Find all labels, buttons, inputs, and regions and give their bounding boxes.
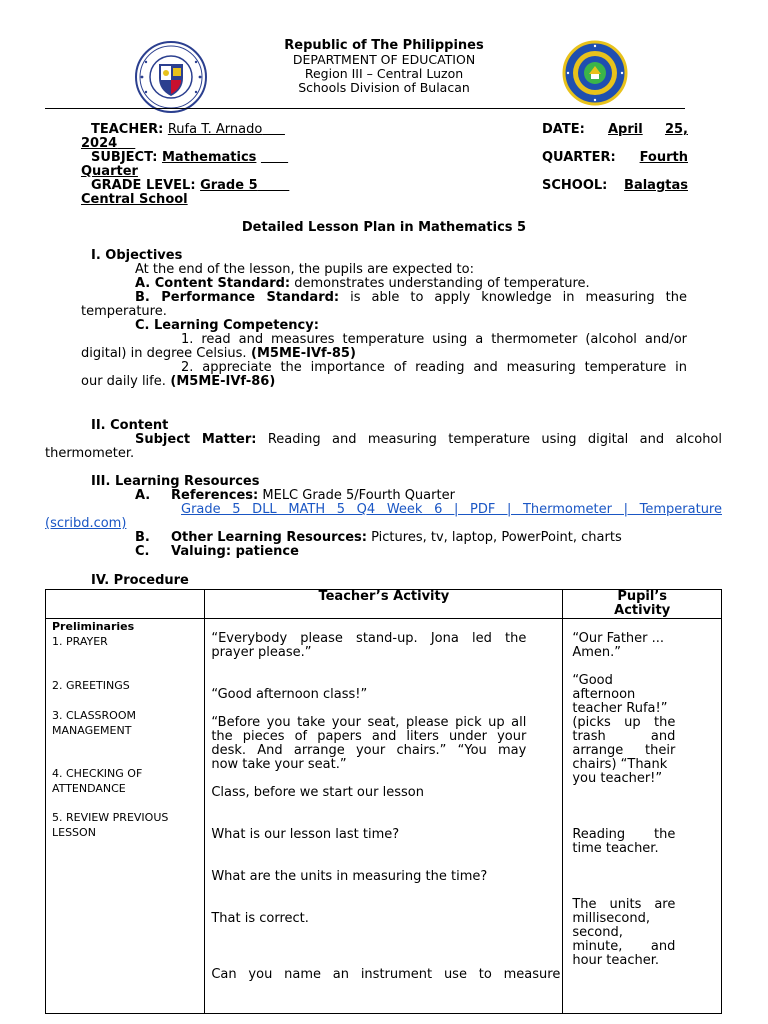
- pupil-line: minute, and: [572, 939, 676, 954]
- date-field: [542, 123, 688, 137]
- grade-value-cont: Central School: [81, 192, 188, 207]
- objectives-intro: At the end of the lesson, the pupils are expected to:: [135, 262, 474, 277]
- header-republic: Republic of The Philippines: [284, 38, 484, 53]
- pupil-line: millisecond,: [572, 911, 650, 926]
- valuing: C. Valuing: patience: [135, 544, 299, 559]
- header-division: Schools Division of Bulacan: [298, 80, 470, 95]
- pupil-line: afternoon: [572, 687, 636, 702]
- pupil-line: “Our Father ...: [572, 631, 665, 646]
- subject-value-cont: Quarter: [81, 164, 138, 179]
- competency-1: 1. read and measures temperature using a thermometer (alcohol and/or: [181, 332, 687, 347]
- step-review: 5. REVIEW PREVIOUS: [52, 811, 169, 824]
- teacher-line: That is correct.: [211, 911, 309, 926]
- grade-label: GRADE LEVEL:: [91, 178, 196, 193]
- teacher-value: Rufa T. Arnado: [167, 122, 263, 137]
- teacher-line: prayer please.”: [211, 645, 312, 660]
- content-heading: II. Content: [91, 418, 169, 433]
- teacher-field: [91, 123, 285, 137]
- subject-value: Mathematics: [161, 150, 257, 165]
- date-value-day: 25,: [664, 122, 688, 137]
- teacher-line: “Everybody please stand-up. Jona led the: [211, 631, 527, 646]
- subject-label: SUBJECT:: [91, 150, 158, 165]
- pupil-line: chairs) “Thank: [572, 757, 668, 772]
- steps-cell: [46, 619, 205, 1014]
- competency-1-cont: digital) in degree Celsius. (M5ME-IVf-85): [81, 346, 356, 361]
- teacher-line: “Good afternoon class!”: [211, 687, 368, 702]
- procedure-table: [45, 589, 722, 1014]
- header-cell-steps: [46, 590, 205, 619]
- date-label: DATE:: [542, 122, 585, 137]
- pupil-line: you teacher!”: [572, 771, 663, 786]
- page-title: Detailed Lesson Plan in Mathematics 5: [241, 220, 527, 235]
- competency-2-cont: our daily life. (M5ME-IVf-86): [81, 374, 276, 389]
- reference-link-cont[interactable]: (scribd.com): [45, 516, 127, 531]
- pupil-line: hour teacher.: [572, 953, 659, 968]
- date-value: April: [608, 122, 643, 137]
- competency-2: 2. appreciate the importance of reading and measuring temperature in: [181, 360, 687, 375]
- step-greetings: 2. GREETINGS: [52, 679, 130, 692]
- teacher-line: now take your seat.”: [211, 757, 347, 772]
- reference-link[interactable]: Grade 5 DLL MATH 5 Q4 Week 6 | PDF | Thermometer | Temperature: [181, 502, 722, 517]
- teacher-line: the pieces of papers and liters under your: [211, 729, 527, 744]
- pupil-line: arrange their: [572, 743, 676, 758]
- content-standard: A. Content Standard: demonstrates understanding of temperature.: [135, 276, 590, 291]
- performance-standard-cont: temperature.: [81, 304, 167, 319]
- other-resources: B. Other Learning Resources: Pictures, tv, laptop, PowerPoint, charts: [135, 530, 622, 545]
- grade-value: Grade 5: [200, 178, 258, 193]
- pupil-line: time teacher.: [572, 841, 659, 856]
- pupil-line: Amen.”: [572, 645, 622, 660]
- teacher-line: What is our lesson last time?: [211, 827, 400, 842]
- teacher-line: desk. And arrange your chairs.” “You may: [211, 743, 527, 758]
- quarter-value: Fourth: [639, 150, 688, 165]
- objectives-heading: I. Objectives: [91, 248, 183, 263]
- pupil-cell: [563, 619, 722, 1014]
- header-department: DEPARTMENT OF EDUCATION: [292, 52, 476, 67]
- step-prayer: 1. PRAYER: [52, 635, 108, 648]
- procedure-heading: IV. Procedure: [91, 573, 189, 588]
- references: A. References: MELC Grade 5/Fourth Quarter: [135, 488, 455, 503]
- quarter-field: [542, 151, 688, 165]
- pupil-line: trash and: [572, 729, 676, 744]
- teacher-value-cont: 2024: [81, 136, 118, 151]
- quarter-label: QUARTER:: [542, 150, 616, 165]
- teacher-label: TEACHER:: [91, 122, 164, 137]
- step-checking: 4. CHECKING OF: [52, 767, 143, 780]
- teacher-cell: [205, 619, 563, 1014]
- pupil-line: (picks up the: [572, 715, 676, 730]
- header-region: Region III – Central Luzon: [304, 66, 464, 81]
- step-attendance: ATTENDANCE: [52, 782, 126, 795]
- teacher-line: “Before you take your seat, please pick up all: [211, 715, 527, 730]
- teacher-line: Class, before we start our lesson: [211, 785, 424, 800]
- school-field: [542, 179, 688, 193]
- school-label: SCHOOL:: [542, 178, 608, 193]
- pupil-line: second,: [572, 925, 623, 940]
- subject-matter: Subject Matter: Reading and measuring temperature using digital and alcohol: [135, 432, 722, 447]
- step-management: MANAGEMENT: [52, 724, 132, 737]
- pupil-line: The units are: [572, 897, 676, 912]
- grade-field: [91, 179, 289, 193]
- performance-standard: B. Performance Standard: is able to apply knowledge in measuring the: [135, 290, 687, 305]
- subject-matter-cont: thermometer.: [45, 446, 135, 461]
- subject-field: [91, 151, 288, 165]
- step-classroom: 3. CLASSROOM: [52, 709, 136, 722]
- pupil-line: “Good: [572, 673, 613, 688]
- school-value: Balagtas: [624, 178, 688, 193]
- header-cell-pupil: Pupil’s Activity: [563, 590, 722, 619]
- pupil-line: teacher Rufa!”: [572, 701, 668, 716]
- resources-heading: III. Learning Resources: [91, 474, 260, 489]
- header-cell-teacher: Teacher’s Activity: [205, 590, 563, 619]
- teacher-line: Can you name an instrument use to measure: [211, 967, 561, 982]
- step-lesson: LESSON: [52, 826, 96, 839]
- header-divider: [45, 108, 685, 109]
- pupil-line: Reading the: [572, 827, 676, 842]
- competency-heading: C. Learning Competency:: [135, 318, 319, 333]
- teacher-line: What are the units in measuring the time?: [211, 869, 488, 884]
- preliminaries-label: Preliminaries: [52, 620, 135, 633]
